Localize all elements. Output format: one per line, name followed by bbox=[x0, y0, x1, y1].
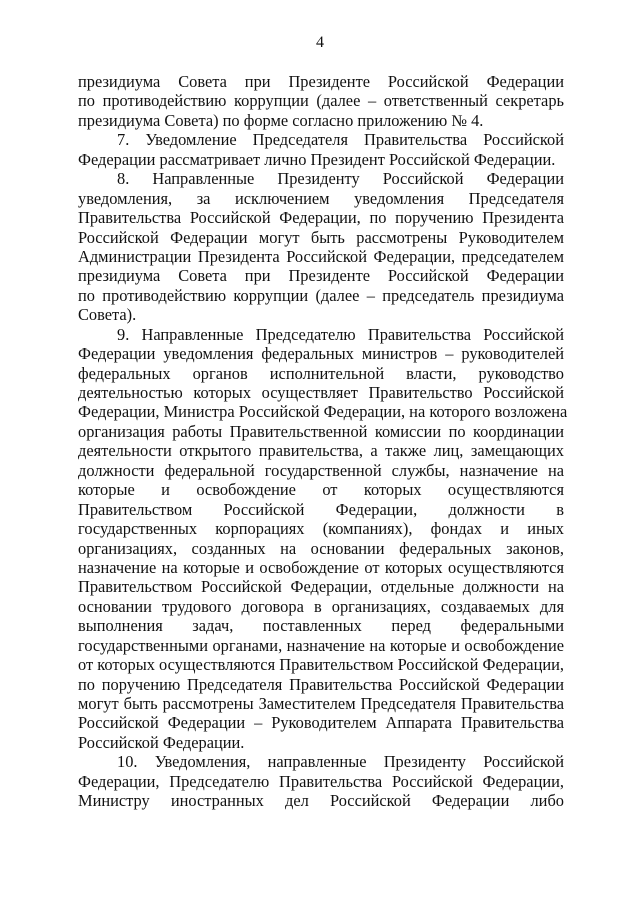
text-line: Правительством Российской Федерации, должности в bbox=[78, 499, 564, 519]
text-line: 10. Уведомления, направленные Президенту Российской bbox=[117, 752, 564, 772]
text-line: Российской Федерации. bbox=[78, 732, 245, 752]
text-line: государственными органами, назначение на которые и освобождение bbox=[78, 635, 564, 655]
text-line: президиума Совета) по форме согласно приложению № 4. bbox=[78, 110, 484, 130]
text-line: могут быть рассмотрены Заместителем Председателя Правительства bbox=[78, 694, 564, 713]
text-line: Министру иностранных дел Российской Федерации либо bbox=[78, 791, 564, 811]
text-line: 8. Направленные Президенту Российской Федерации bbox=[117, 169, 564, 189]
text-line: 7. Уведомление Председателя Правительства Российской bbox=[117, 130, 564, 150]
text-line: по поручению Председателя Правительства Российской Федерации bbox=[78, 674, 564, 694]
text-line: Совета). bbox=[78, 305, 137, 325]
body-text bbox=[78, 72, 568, 811]
page-number: 4 bbox=[316, 34, 324, 51]
text-line: Правительством Российской Федерации, отдельные должности на bbox=[78, 577, 564, 597]
text-line: государственных корпорациях (компаниях), фондах и иных bbox=[78, 519, 564, 539]
text-line: Федерации уведомления федеральных министров – руководителей bbox=[78, 344, 564, 364]
text-line: Российской Федерации могут быть рассмотрены Руководителем bbox=[78, 227, 564, 247]
text-line: основании трудового договора в организациях, создаваемых для bbox=[78, 596, 564, 616]
text-line: уведомления, за исключением уведомления Председателя bbox=[78, 188, 564, 208]
text-line: организация работы Правительственной комиссии по координации bbox=[78, 421, 564, 441]
text-line: федеральных органов исполнительной власти, руководство bbox=[78, 363, 564, 383]
text-line: по противодействию коррупции (далее – ответственный секретарь bbox=[78, 91, 564, 111]
text-line: Федерации, Председателю Правительства Российской Федерации, bbox=[78, 771, 564, 791]
text-line: президиума Совета при Президенте Российской Федерации bbox=[78, 266, 564, 286]
text-line: деятельности открытого правительства, а также лиц, замещающих bbox=[78, 441, 564, 461]
text-line: по противодействию коррупции (далее – председатель президиума bbox=[78, 285, 564, 305]
text-line: которые и освобождение от которых осуществляются bbox=[78, 480, 564, 500]
text-line: Федерации рассматривает лично Президент Российской Федерации. bbox=[78, 149, 556, 169]
text-line: 9. Направленные Председателю Правительства Российской bbox=[117, 324, 564, 344]
text-line: Российской Федерации – Руководителем Аппарата Правительства bbox=[78, 713, 564, 733]
text-line: Федерации, Министра Российской Федерации, на которого возложена bbox=[78, 402, 568, 422]
text-line: Правительства Российской Федерации, по поручению Президента bbox=[78, 208, 564, 228]
text-line: назначение на которые и освобождение от которых осуществляются bbox=[78, 557, 564, 577]
text-line: деятельностью которых осуществляет Правительство Российской bbox=[78, 383, 564, 402]
text-line: должности федеральной государственной службы, назначение на bbox=[78, 460, 564, 480]
text-line: выполнения задач, поставленных перед федеральными bbox=[78, 616, 564, 636]
text-line: Администрации Президента Российской Федерации, председателем bbox=[78, 246, 564, 266]
text-line: от которых осуществляются Правительством Российской Федерации, bbox=[78, 655, 564, 675]
text-line: президиума Совета при Президенте Российской Федерации bbox=[78, 72, 564, 91]
text-line: организациях, созданных на основании федеральных законов, bbox=[78, 538, 564, 558]
